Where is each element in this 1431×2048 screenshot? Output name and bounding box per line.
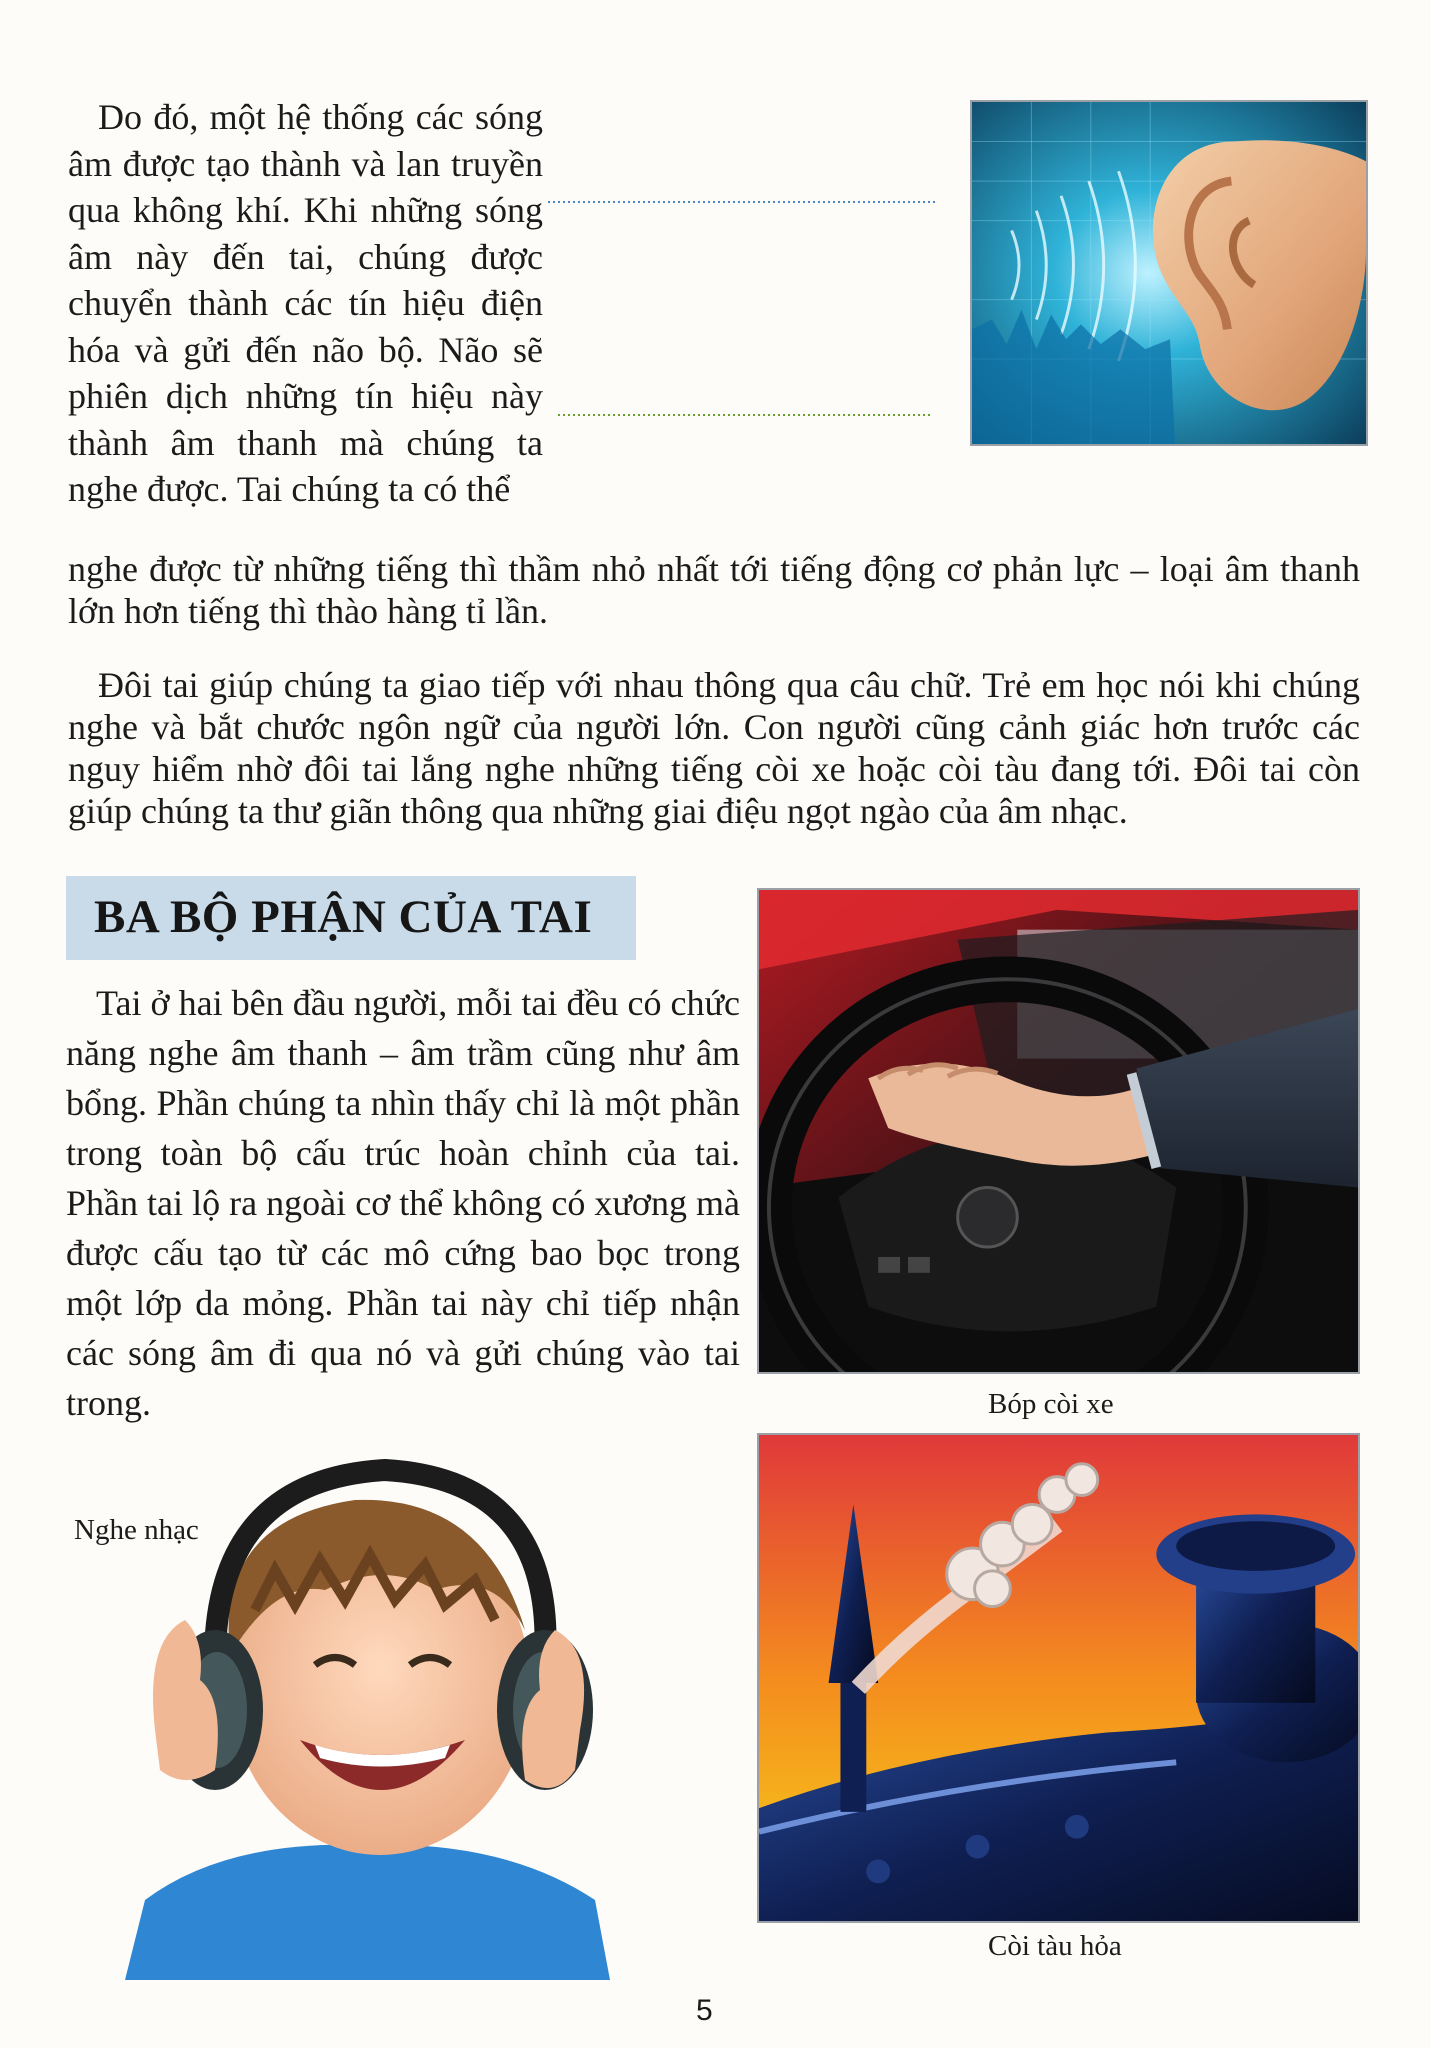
train-whistle-image <box>757 1433 1360 1923</box>
intro-paragraph-continued: nghe được từ những tiếng thì thầm nhỏ nhất tới tiếng động cơ phản lực – loại âm thanh lớn hơn tiếng thì thào hàng tỉ lần. <box>68 549 1360 631</box>
train-whistle-caption: Còi tàu hỏa <box>988 1930 1122 1962</box>
page-number: 5 <box>696 1994 713 2027</box>
communication-paragraph: Đôi tai giúp chúng ta giao tiếp với nhau thông qua câu chữ. Trẻ em học nói khi chúng nghe và bắt chước ngôn ngữ của người lớn. Con người cũng cảnh giác hơn trước các nguy hiểm nhờ đôi tai lắng nghe những tiếng còi xe hoặc còi tàu đang tới. Đôi tai còn giúp chúng ta thư giãn thông qua những giai điệu ngọt ngào của âm nhạc. <box>68 665 1360 831</box>
car-horn-image <box>757 888 1360 1374</box>
car-horn-caption: Bóp còi xe <box>988 1388 1114 1420</box>
intro-paragraph: Do đó, một hệ thống các sóng âm được tạo thành và lan truyền qua không khí. Khi những sóng âm này đến tai, chúng được chuyển thành các tín hiệu điện hóa và gửi đến não bộ. Não sẽ phiên dịch những tín hiệu này thành âm thanh mà chúng ta nghe được. Tai chúng ta có thể <box>68 97 543 509</box>
sound-wave-illustration <box>548 110 938 470</box>
boy-headphones-image <box>105 1440 630 1980</box>
ear-sound-image <box>970 100 1368 446</box>
ear-parts-paragraph: Tai ở hai bên đầu người, mỗi tai đều có chức năng nghe âm thanh – âm trầm cũng như âm bổng. Phần chúng ta nhìn thấy chỉ là một phần trong toàn bộ cấu trúc hoàn chỉnh của tai. Phần tai lộ ra ngoài cơ thể không có xương mà được cấu tạo từ các mô cứng bao bọc trong một lớp da mỏng. Phần tai này chỉ tiếp nhận các sóng âm đi qua nó và gửi chúng vào tai trong. <box>66 983 740 1423</box>
section-heading: BA BỘ PHẬN CỦA TAI <box>66 876 636 960</box>
listening-music-caption: Nghe nhạc <box>74 1514 199 1546</box>
